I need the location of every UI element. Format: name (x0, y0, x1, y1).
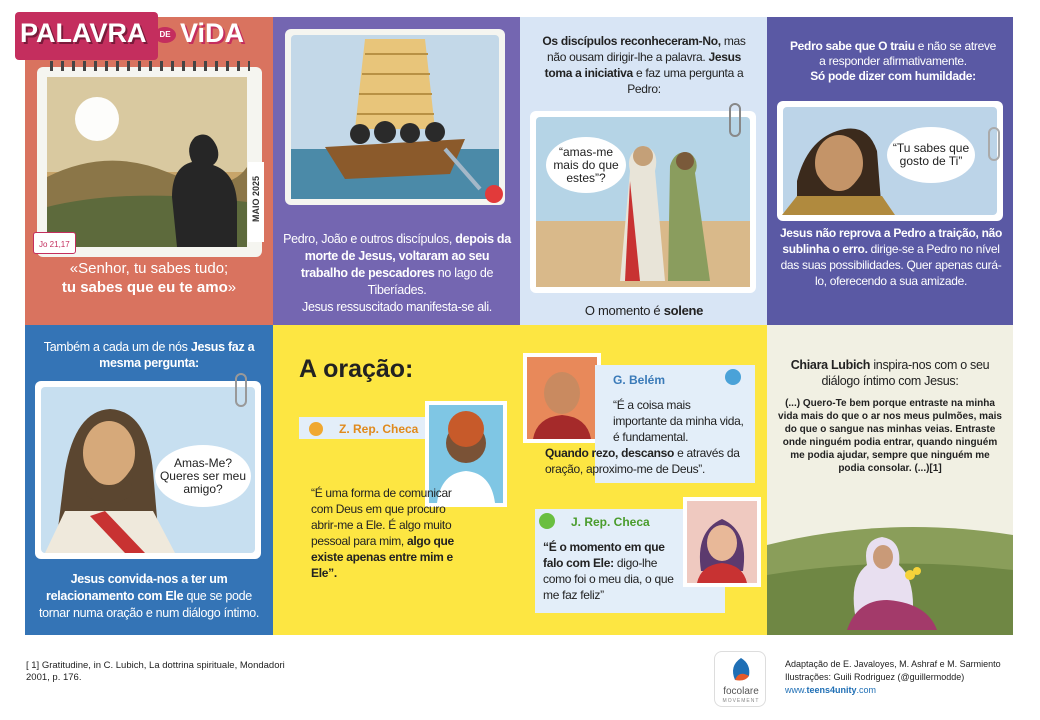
peter-intro-bold-2: Só pode dizer com humildade: (810, 69, 976, 83)
card2-name: G. Belém (613, 373, 666, 387)
orange-pin-icon (309, 422, 323, 436)
jesus-peter-art-icon (530, 111, 756, 293)
card3-text-bold: “É o momento em que falo com Ele: (543, 540, 665, 570)
invitation-text (35, 571, 263, 622)
focolare-mark-icon (715, 652, 767, 686)
boat-text-1: Pedro, João e outros discípulos, (283, 232, 453, 246)
website-suffix: .com (856, 685, 877, 695)
card2-text-2: e através da oração, aproximo-me de Deus”. (545, 446, 740, 476)
question-bubble: “amas-me mais do que estes”? (546, 137, 626, 193)
praying-woman-icon (767, 485, 1013, 635)
chiara-quote: (...) Quero-Te bem porque entraste na minha vida mais do que o ar nos meus pulmões, mais do que o sangue nas minhas veias. Entraste onde ninguém podia entrar, quando ninguém me podia ajudar, sempre que ninguém me podia consolar. (...)[1] (778, 398, 1002, 474)
peter-bubble: “Tu sabes que gosto de Ti” (887, 127, 975, 183)
card2-text-bold: Quando rezo, descanso (545, 446, 675, 460)
solemn-text-bold: solene (663, 303, 704, 318)
panel-chiara (767, 325, 1013, 635)
logo-word-vida: ViDA (180, 18, 245, 48)
date-label: MAIO 2025 (251, 175, 261, 223)
solemn-text-1: O momento é (584, 303, 661, 318)
card3-name: J. Rep. Checa (571, 515, 650, 529)
card3-text (543, 539, 683, 603)
card1-name: Z. Rep. Checa (339, 422, 419, 436)
card1-text (311, 485, 461, 581)
card1-text-1: “É uma forma de comunicar com Deus em que procuro abrir-me a Ele. É algo muito pessoal para mim, (311, 486, 452, 548)
quote-bold: tu sabes que eu te amo (61, 279, 228, 296)
invitation-text-bold: Jesus convida-nos a ter um relacionamento com Ele (46, 572, 228, 603)
main-quote (31, 259, 267, 297)
footnote (26, 660, 356, 684)
question-intro-1: mas não ousam dirigir-lhe a palavra. (546, 34, 746, 64)
website-prefix: www. (785, 685, 807, 695)
focolare-brand-sub: MOVEMENT (722, 698, 760, 704)
blue-pin-icon (725, 369, 741, 385)
focolare-brand: focolare (723, 686, 759, 697)
logo-connector: DE (154, 27, 176, 43)
invitation-text-1: que se pode tornar numa oração e num diálogo íntimo. (38, 589, 260, 620)
silhouette-art-icon (37, 67, 262, 257)
focolare-logo-icon (714, 651, 766, 707)
peter-text-1: dirige-se a Pedro no nível das suas possibilidades. Quer apenas curá-lo, oferecendo a sua amizade. (780, 242, 1002, 288)
boat-illustration (285, 29, 505, 205)
card3-text-1: digo-lhe como foi o meu dia, o que me faz feliz” (543, 556, 674, 602)
jesus-peter-illustration (530, 111, 756, 293)
peter-intro-bold-1: Pedro sabe que O traiu (789, 39, 915, 53)
panel-question (520, 17, 767, 325)
logo-word-palavra: PALAVRA (20, 18, 147, 48)
panel-invitation (25, 325, 273, 635)
date-tag (248, 162, 264, 242)
question-intro (540, 33, 748, 97)
chiara-intro-1: inspira-nos com o seu diálogo íntimo com Jesus: (821, 358, 990, 388)
card1-text-2: ”. (328, 566, 337, 580)
boat-text-2: no lago de Tiberíades. (367, 266, 494, 297)
reference-badge (33, 232, 76, 254)
spiral-binding (50, 61, 250, 71)
paperclip-icon (235, 373, 247, 407)
peter-intro-1: e não se atreve a responder afirmativamente. (819, 39, 997, 68)
website-bold: teens4unity (806, 685, 857, 695)
question-intro-bold-1: Os discípulos reconheceram-No, (542, 34, 721, 48)
credit-2: Ilustrações: Guili Rodriguez (@guillermodde) (785, 672, 965, 682)
invitation-intro-bold: Jesus faz a mesma pergunta: (99, 340, 255, 370)
boat-text-bold: depois da morte de Jesus, voltaram ao seu trabalho de pescadores (300, 232, 511, 280)
invitation-bubble: Amas-Me? Queres ser meu amigo? (155, 445, 251, 507)
website-link[interactable] (785, 685, 876, 695)
panel-peter (767, 17, 1013, 325)
panel-boat (273, 17, 520, 325)
prayer-title: A oração: (299, 355, 414, 383)
chiara-intro (785, 357, 995, 389)
solemn-text (540, 303, 748, 318)
peter-intro (787, 39, 999, 84)
credits (785, 658, 1035, 697)
peter-text (777, 225, 1005, 289)
silhouette-illustration (37, 67, 262, 257)
question-intro-bold-2: Jesus toma a iniciativa (544, 50, 742, 80)
boat-art-icon (285, 29, 505, 205)
boat-text-3: Jesus ressuscitado manifesta-se ali. (302, 300, 492, 314)
footnote-2: 2001, p. 176. (26, 672, 82, 683)
panel-quote (25, 17, 273, 325)
card2-text (545, 397, 745, 477)
panel-prayer (273, 325, 767, 635)
paperclip-icon (988, 127, 1000, 161)
avatar-icon (687, 501, 757, 583)
quote-open: «Senhor, tu sabes tudo; (69, 260, 229, 277)
green-pin-icon (539, 513, 555, 529)
card2-text-1: “É a coisa mais importante da minha vida, é fundamental. (613, 398, 744, 444)
credit-1: Adaptação de E. Javaloyes, M. Ashraf e M. Sarmiento (785, 659, 1001, 669)
card1-text-bold: algo que existe apenas entre mim e Ele (311, 534, 454, 580)
invitation-intro (39, 339, 259, 371)
card3-avatar (683, 497, 761, 587)
chiara-intro-bold: Chiara Lubich (790, 358, 871, 372)
question-intro-2: e faz uma pergunta a Pedro: (627, 66, 744, 96)
invitation-intro-1: Também a cada um de nós (43, 340, 188, 354)
boat-text (283, 231, 511, 316)
paperclip-icon (729, 103, 741, 137)
footnote-1: [ 1] Gratitudine, in C. Lubich, La dottrina spirituale, Mondadori (26, 660, 285, 671)
reference-label: Jo 21,17 (39, 240, 70, 249)
peter-text-bold: Jesus não reprova a Pedro a traição, não sublinha o erro. (779, 226, 1003, 256)
quote-close: » (227, 279, 237, 296)
red-pin-icon (485, 185, 503, 203)
